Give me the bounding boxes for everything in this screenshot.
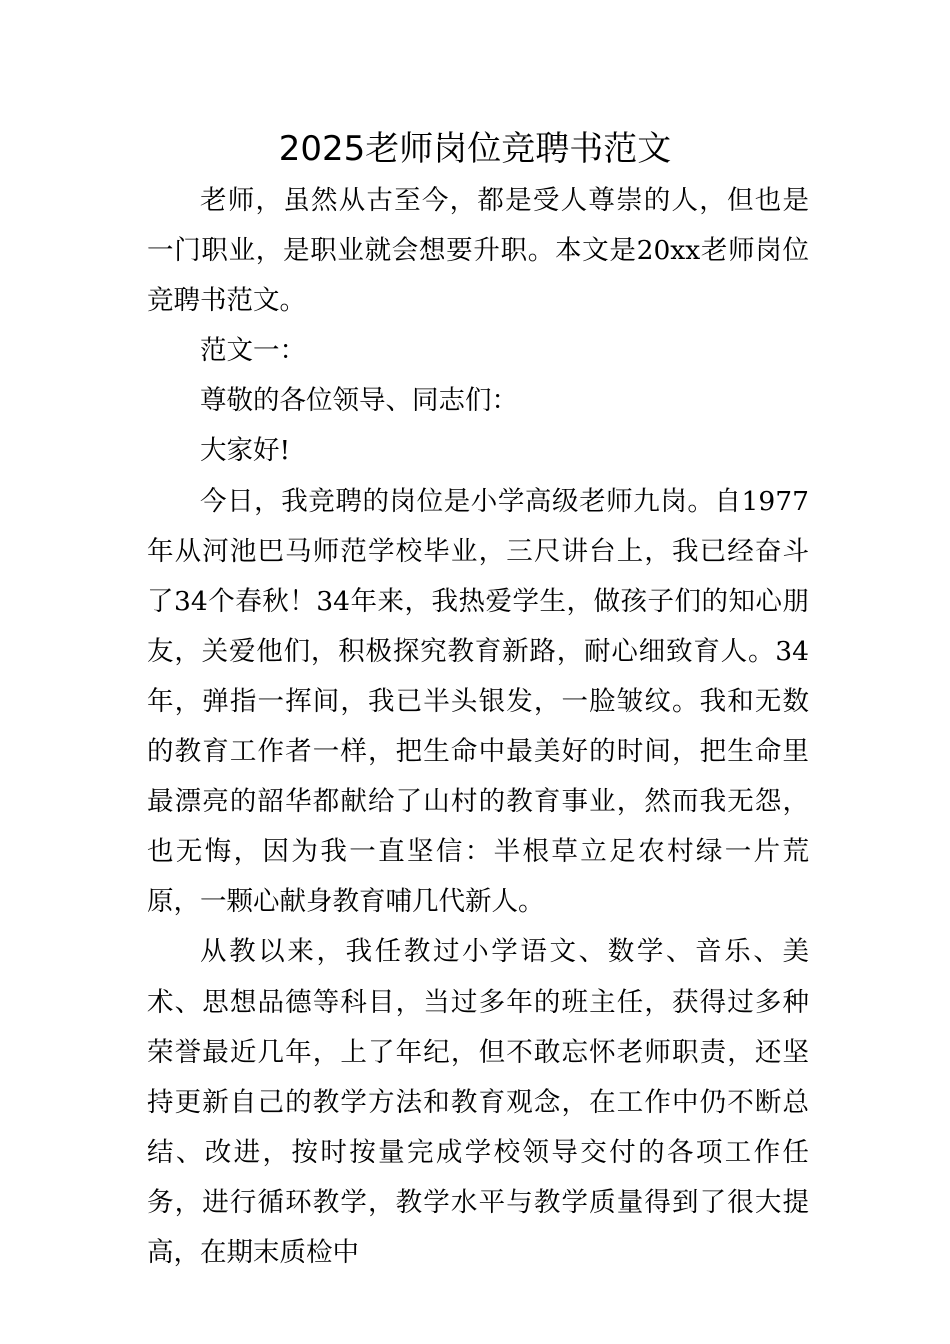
paragraph-sample-heading: 范文一：: [200, 335, 306, 367]
paragraph-greeting: 大家好!: [200, 435, 291, 467]
paragraph-salutation: 尊敬的各位领导、同志们：: [200, 385, 518, 417]
document-title: 2025老师岗位竞聘书范文: [278, 129, 672, 169]
paragraph-intro: 老师，虽然从古至今，都是受人尊崇的人，但也是一门职业，是职业就会想要升职。本文是20xx老师岗位竞聘书范文。: [147, 185, 809, 317]
paragraph-career: 今日，我竞聘的岗位是小学高级老师九岗。自1977年从河池巴马师范学校毕业，三尺讲台上，我已经奋斗了34个春秋！34年来，我热爱学生，做孩子们的知心朋友，关爱他们，积极探究教育新路，耐心细致育人。34年，弹指一挥间，我已半头银发，一脸皱纹。我和无数的教育工作者一样，把生命中最美好的时间，把生命里最漂亮的韶华都献给了山村的教育事业，然而我无怨，也无悔，因为我一直坚信：半根草立足农村绿一片荒原，一颗心献身教育哺几代新人。: [147, 485, 809, 918]
document-body: [147, 176, 809, 1278]
paragraph-teaching: 从教以来，我任教过小学语文、数学、音乐、美术、思想品德等科目，当过多年的班主任，获得过多种荣誉最近几年，上了年纪，但不敢忘怀老师职责，还坚持更新自己的教学方法和教育观念，在工作中仍不断总结、改进，按时按量完成学校领导交付的各项工作任务，进行循环教学，教学水平与教学质量得到了很大提高，在期末质检中: [147, 936, 809, 1268]
